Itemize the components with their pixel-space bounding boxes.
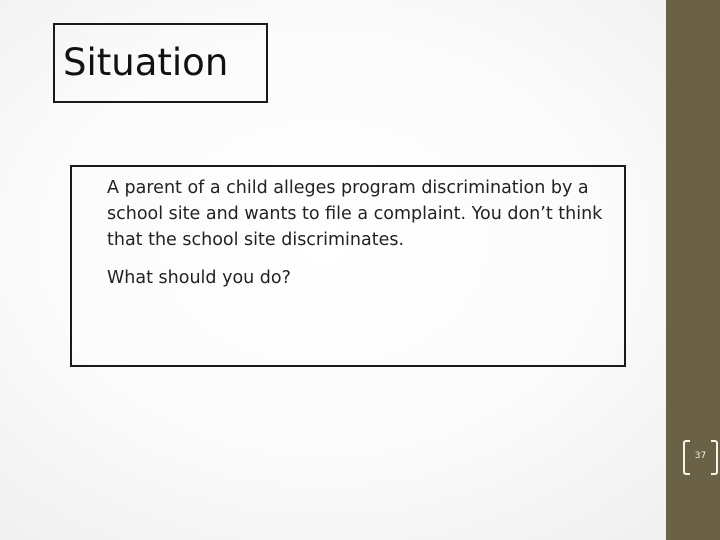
content-box <box>70 165 626 367</box>
title-box <box>53 23 268 103</box>
body-paragraph-2: What should you do? <box>107 268 291 288</box>
body-paragraph-1: A parent of a child alleges program discrimination by a school site and wants to file a complaint. You don’t think that the school site discriminates. <box>107 178 603 250</box>
slide-title: Situation <box>63 41 229 84</box>
page-number: 37 <box>694 451 707 461</box>
page-number-badge <box>683 440 718 475</box>
